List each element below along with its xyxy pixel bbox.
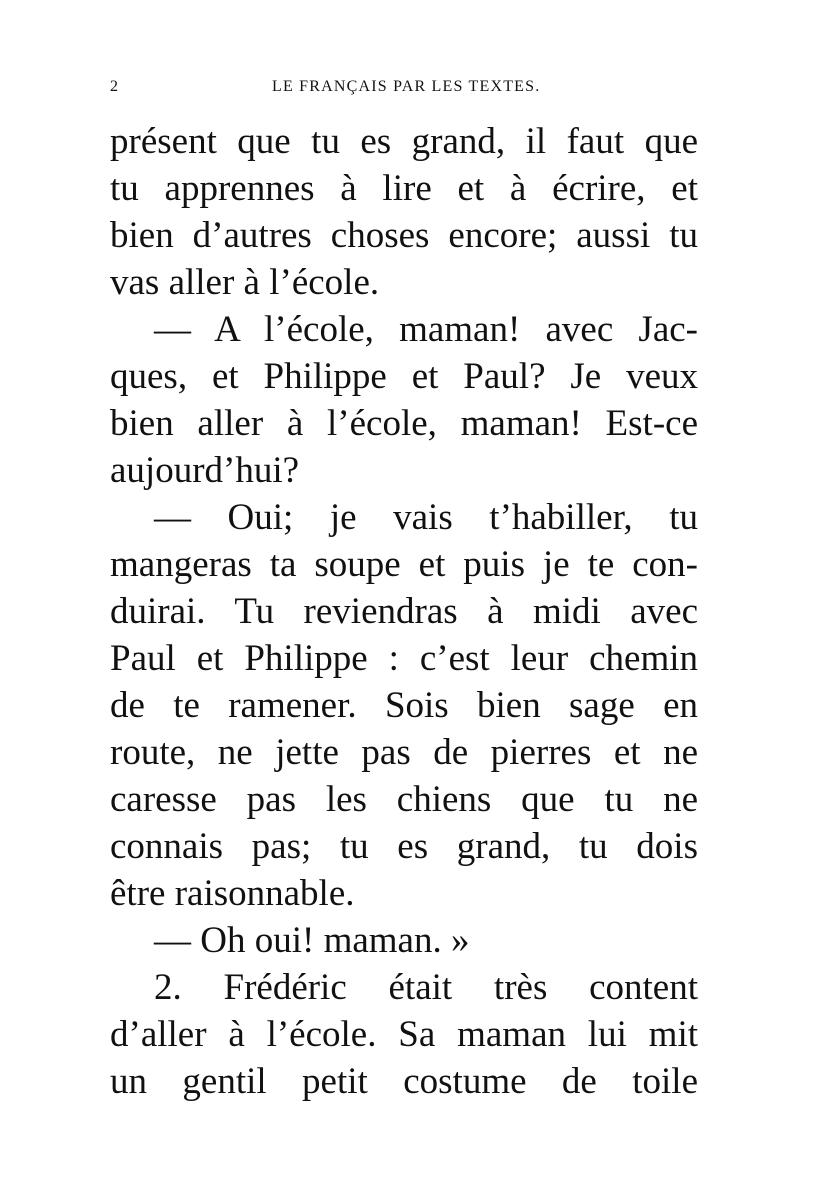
text-line: être raisonnable. — [110, 873, 355, 914]
text-line: connais pas; tu es grand, tu dois — [110, 826, 698, 867]
running-head — [110, 78, 700, 100]
text-line: bien aller à l’école, maman! Est-ce — [110, 403, 698, 444]
text-line: vas aller à l’école. — [110, 262, 380, 303]
text-line: caresse pas les chiens que tu ne — [110, 779, 698, 820]
text-line: — Oh oui! maman. » — [154, 920, 470, 961]
text-line: mangeras ta soupe et puis je te con- — [110, 544, 698, 585]
text-line: Paul et Philippe : c’est leur chemin — [110, 638, 698, 679]
text-line: route, ne jette pas de pierres et ne — [110, 732, 698, 773]
text-line: ques, et Philippe et Paul? Je veux — [110, 356, 698, 397]
text-line: tu apprennes à lire et à écrire, et — [110, 168, 698, 209]
text-line: — A l’école, maman! avec Jac- — [154, 309, 698, 350]
text-line: d’aller à l’école. Sa maman lui mit — [110, 1014, 698, 1055]
text-line: duirai. Tu reviendras à midi avec — [110, 591, 698, 632]
text-line: — Oui; je vais t’habiller, tu — [154, 497, 698, 538]
page-number: 2 — [110, 78, 120, 95]
text-line: aujourd’hui? — [110, 450, 300, 491]
text-line: 2. Frédéric était très content — [154, 967, 698, 1008]
running-title: LE FRANÇAIS PAR LES TEXTES. — [272, 78, 541, 95]
text-line: de te ramener. Sois bien sage en — [110, 685, 698, 726]
text-line: bien d’autres choses encore; aussi tu — [110, 215, 698, 256]
text-line: présent que tu es grand, il faut que — [110, 121, 698, 162]
body-text — [110, 118, 698, 1105]
text-line: un gentil petit costume de toile — [110, 1061, 698, 1102]
